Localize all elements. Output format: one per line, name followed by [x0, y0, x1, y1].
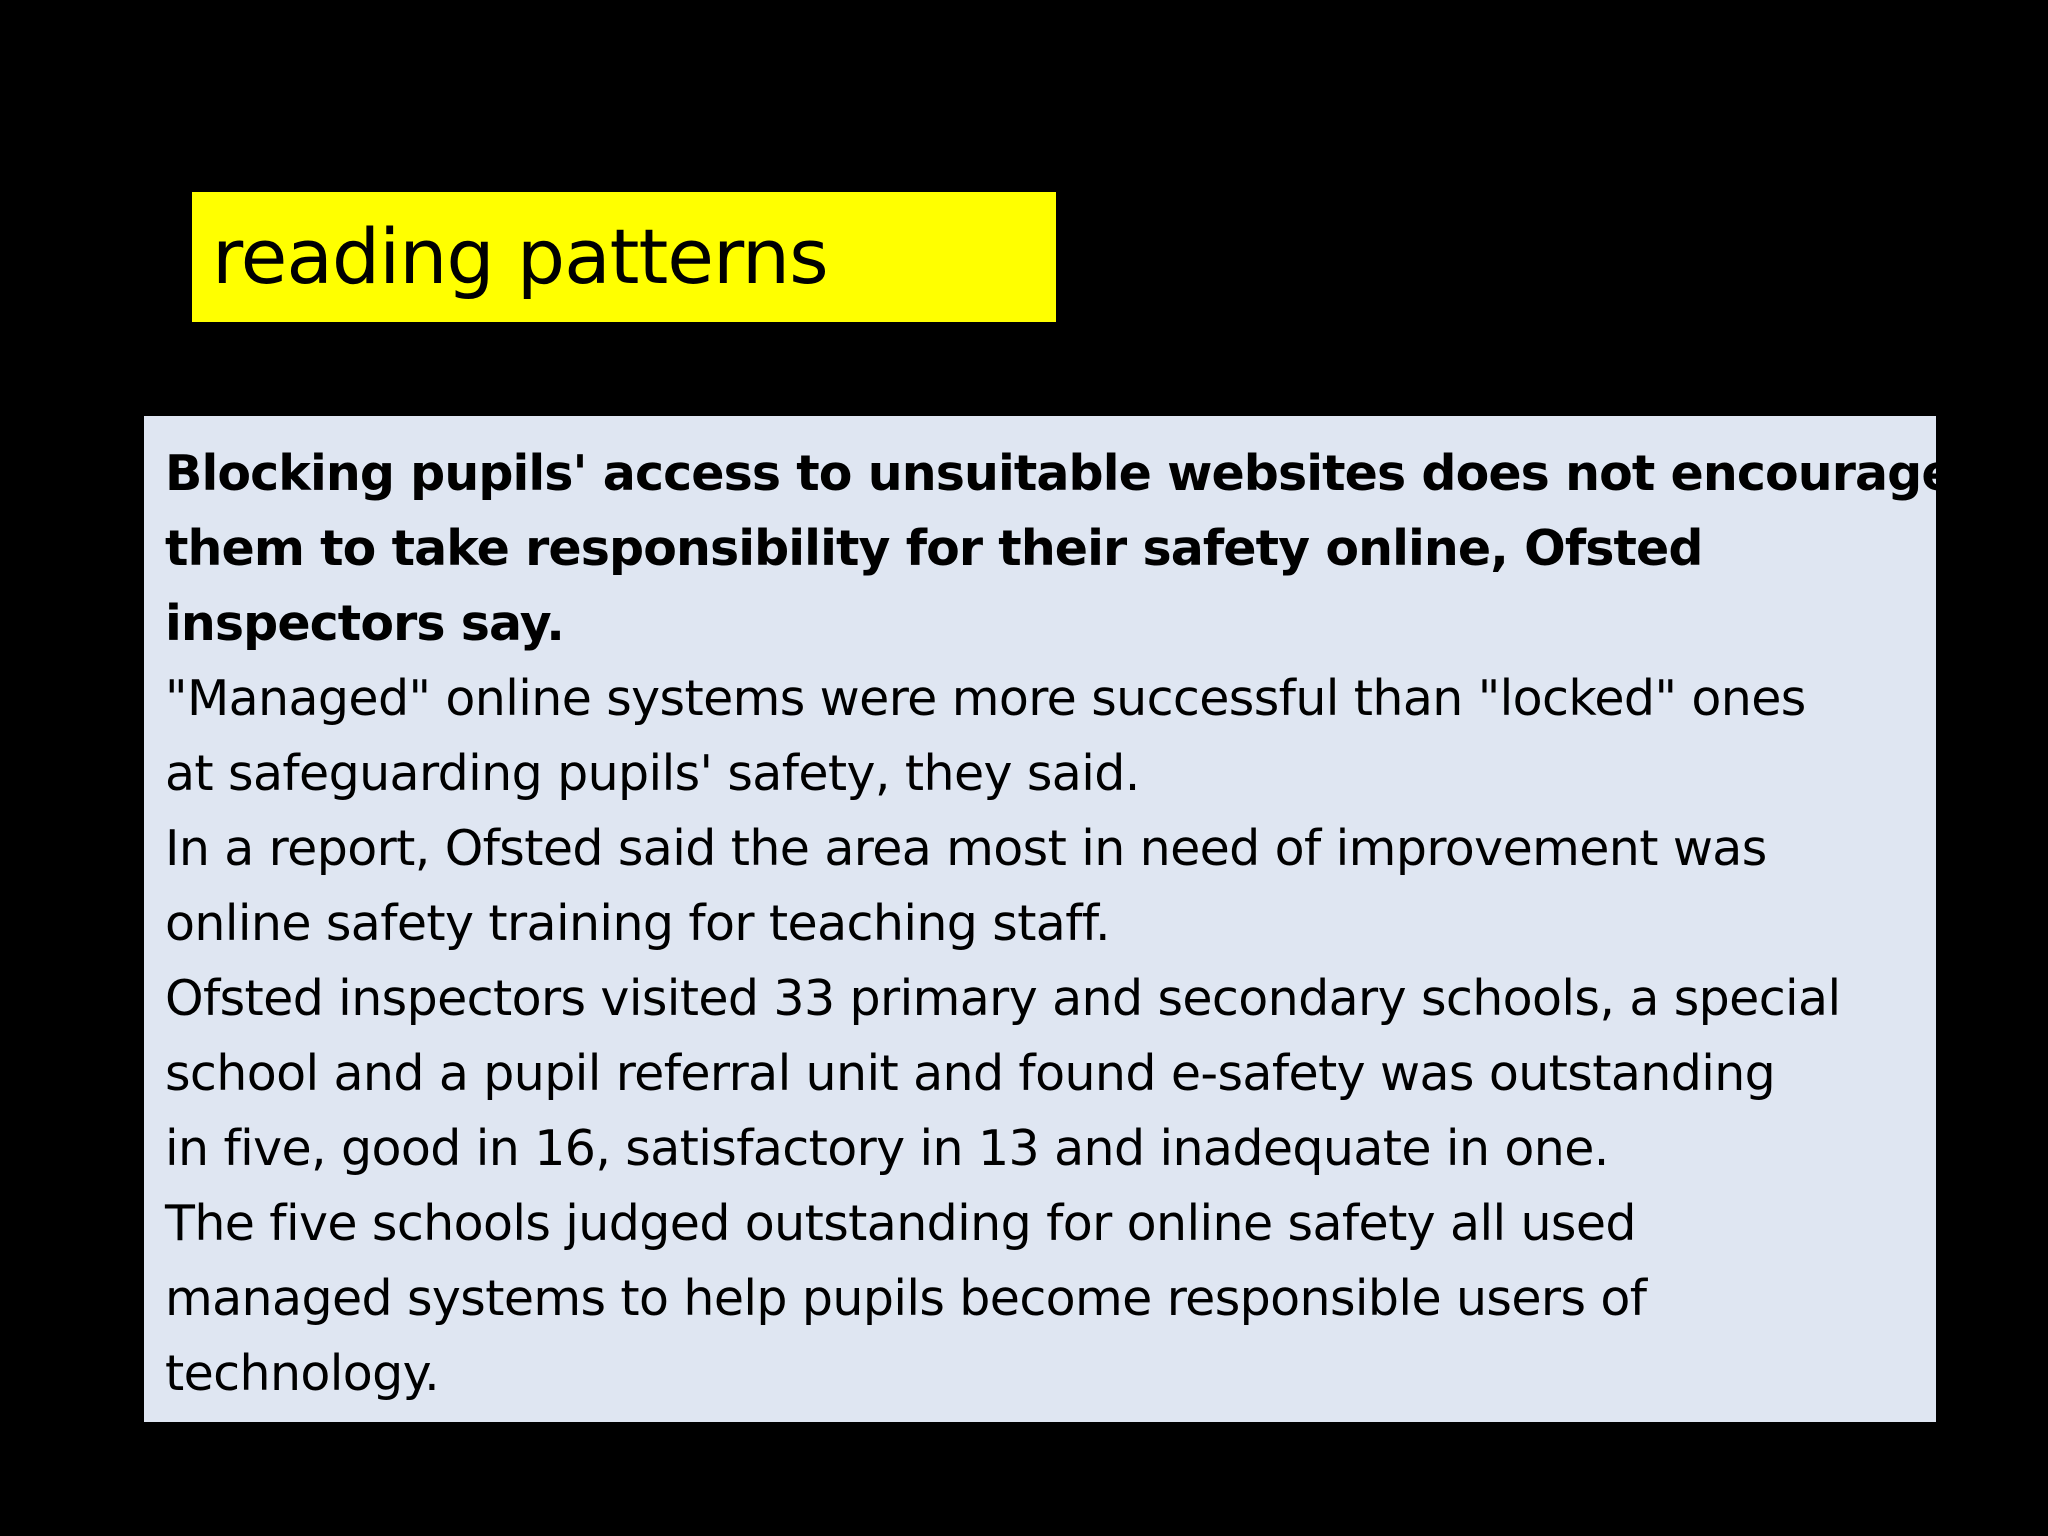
slide-title: reading patterns: [212, 212, 828, 301]
text-line: managed systems to help pupils become responsible users of: [165, 1270, 1647, 1327]
text-line: In a report, Ofsted said the area most in need of improvement was: [165, 820, 1767, 877]
text-line: school and a pupil referral unit and found e-safety was outstanding: [165, 1045, 1776, 1102]
body-paragraph-outstanding-schools: [165, 1186, 1916, 1411]
lead-paragraph: [165, 436, 1954, 661]
body-paragraph-inspection-results: [165, 961, 1916, 1186]
text-line: online safety training for teaching staff.: [165, 895, 1110, 952]
title-highlight-box: [192, 192, 1056, 322]
text-line: in five, good in 16, satisfactory in 13 and inadequate in one.: [165, 1120, 1609, 1177]
text-line: at safeguarding pupils' safety, they said.: [165, 745, 1140, 802]
body-paragraph-report: [165, 811, 1916, 961]
text-line: technology.: [165, 1345, 440, 1402]
text-line: Ofsted inspectors visited 33 primary and secondary schools, a special: [165, 970, 1841, 1027]
text-line: Blocking pupils' access to unsuitable websites does not encourage: [165, 445, 1954, 502]
text-line: "Managed" online systems were more successful than "locked" ones: [165, 670, 1806, 727]
text-line: them to take responsibility for their safety online, Ofsted: [165, 520, 1703, 577]
content-panel: [144, 416, 1954, 1422]
body-paragraph-managed-systems: [165, 661, 1916, 811]
text-line: The five schools judged outstanding for online safety all used: [165, 1195, 1636, 1252]
text-line: inspectors say.: [165, 595, 564, 652]
